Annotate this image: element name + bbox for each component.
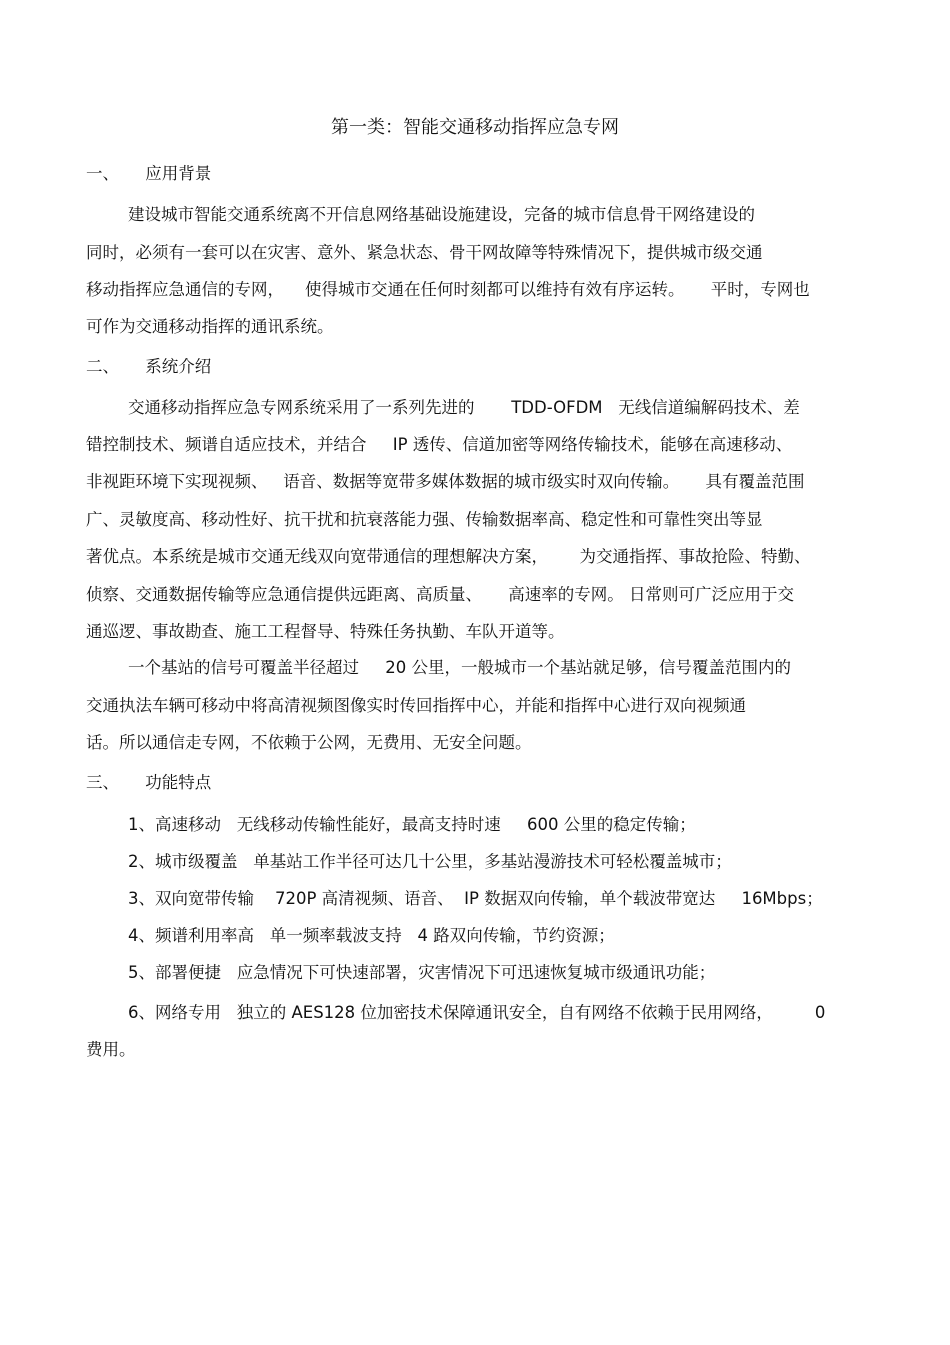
paragraph-line: 通巡逻、事故勘查、施工工程督导、特殊任务执勤、车队开道等。 (86, 622, 565, 641)
feature-item: 5、部署便捷 应急情况下可快速部署，灾害情况下可迅速恢复城市级通讯功能； (128, 963, 716, 982)
paragraph-line: 交通执法车辆可移动中将高清视频图像实时传回指挥中心，并能和指挥中心进行双向视频通 (86, 696, 746, 715)
feature-item: 6、网络专用 独立的 AES128 位加密技术保障通讯安全，自有网络不依赖于民用网络， 0 (128, 1003, 826, 1022)
feature-item: 3、双向宽带传输 720P 高清视频、语音、 IP 数据双向传输，单个载波带宽达 16Mbps； (128, 889, 823, 908)
paragraph-line: 错控制技术、频谱自适应技术，并结合 IP 透传、信道加密等网络传输技术，能够在高速移动、 (86, 435, 793, 454)
paragraph-line: 交通移动指挥应急专网系统采用了一系列先进的 TDD-OFDM 无线信道编解码技术、差 (128, 398, 800, 417)
paragraph-line: 话。所以通信走专网，不依赖于公网，无费用、无安全问题。 (86, 733, 532, 752)
paragraph-line: 著优点。本系统是城市交通无线双向宽带通信的理想解决方案， 为交通指挥、事故抢险、特勤、 (86, 547, 811, 566)
paragraph-line: 可作为交通移动指挥的通讯系统。 (86, 317, 334, 336)
paragraph-line: 同时，必须有一套可以在灾害、意外、紧急状态、骨干网故障等特殊情况下，提供城市级交通 (86, 243, 763, 262)
document-title: 第一类：智能交通移动指挥应急专网 (331, 117, 619, 138)
section-heading-system-intro: 二、 系统介绍 (86, 357, 212, 376)
paragraph-line: 侦察、交通数据传输等应急通信提供远距离、高质量、 高速率的专网。 日常则可广泛应用于交 (86, 585, 794, 604)
section-heading-features: 三、 功能特点 (86, 773, 212, 792)
paragraph-line: 费用。 (86, 1040, 136, 1059)
feature-item: 2、城市级覆盖 单基站工作半径可达几十公里，多基站漫游技术可轻松覆盖城市； (128, 852, 732, 871)
paragraph-line: 一个基站的信号可覆盖半径超过 20 公里，一般城市一个基站就足够，信号覆盖范围内的 (128, 658, 791, 677)
section-heading-background: 一、 应用背景 (86, 164, 212, 183)
paragraph-line: 广、灵敏度高、移动性好、抗干扰和抗衰落能力强、传输数据率高、稳定性和可靠性突出等显 (86, 510, 763, 529)
paragraph-line: 移动指挥应急通信的专网， 使得城市交通在任何时刻都可以维持有效有序运转。 平时，专网也 (86, 280, 810, 299)
feature-item: 1、高速移动 无线移动传输性能好，最高支持时速 600 公里的稳定传输； (128, 815, 696, 834)
feature-item: 4、频谱利用率高 单一频率载波支持 4 路双向传输，节约资源； (128, 926, 615, 945)
paragraph-line: 建设城市智能交通系统离不开信息网络基础设施建设，完备的城市信息骨干网络建设的 (128, 205, 755, 224)
paragraph-line: 非视距环境下实现视频、 语音、数据等宽带多媒体数据的城市级实时双向传输。 具有覆盖范围 (86, 472, 805, 491)
